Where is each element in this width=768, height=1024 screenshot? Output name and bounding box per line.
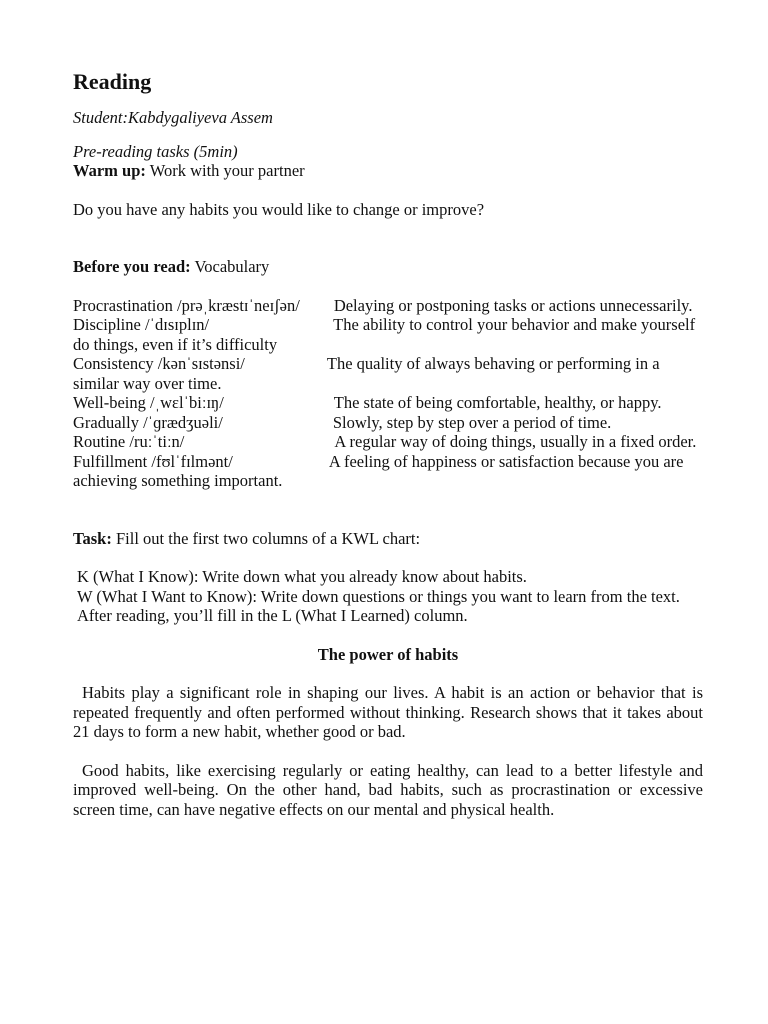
warm-up-question: Do you have any habits you would like to change or improve? [73,199,485,219]
vocab-item [73,452,703,491]
warm-up-label: Warm up: [73,161,146,180]
reading-paragraph: Habits play a significant role in shaping our lives. A habit is an action or behavior that is repeated frequently and often performed without thinking. Research shows that it takes about 21 days to form a new habit, whether good or bad. [73,683,703,741]
warm-up-text: Work with your partner [145,161,305,180]
vocab-definition: Delaying or postponing tasks or actions unnecessarily. [333,295,693,315]
reading-paragraph: Good habits, like exercising regularly or eating healthy, can lead to a better lifestyle and improved well-being. On the other hand, bad habits, such as procrastination or excessive screen time, can have negative effects on our mental and physical health. [73,760,703,819]
vocab-term: Fulfillment /fʊlˈfɪlmənt/ [73,451,233,471]
kwl-item: After reading, you’ll fill in the L (What I Learned) column. [77,606,468,625]
vocab-item [73,413,703,433]
vocab-term: Consistency /kənˈsɪstənsi/ [73,354,245,373]
vocabulary-list [73,296,703,491]
task-label: Task: [73,528,112,548]
vocab-item [73,315,703,354]
reading-title: The power of habits [317,644,459,664]
before-read-line [73,257,703,277]
vocab-term: Gradually /ˈɡrædʒuəli/ [73,412,223,432]
before-read-label: Before you read: [73,257,191,276]
kwl-instructions [73,567,703,626]
vocab-term: Routine /ruːˈtiːn/ [73,432,185,451]
vocab-definition: The ability to control your behavior and make yourself do things, even if it’s difficulty [73,315,696,354]
task-text: Fill out the first two columns of a KWL chart: [111,528,421,548]
task-line [73,529,703,549]
vocab-definition: A feeling of happiness or satisfaction because you are achieving something important. [73,451,684,490]
before-read-text: Vocabulary [190,257,270,276]
vocab-item [73,296,703,316]
student-line: Student:Kabdygaliyeva Assem [73,108,273,127]
vocab-definition: Slowly, step by step over a period of time. [332,412,612,432]
kwl-item: W (What I Want to Know): Write down questions or things you want to learn from the text. [77,586,680,606]
vocab-term: Procrastination /prəˌkræstɪˈneɪʃən/ [73,295,300,315]
warm-up-line [73,161,703,181]
kwl-item: K (What I Know): Write down what you already know about habits. [77,567,527,586]
vocab-term: Discipline /ˈdɪsɪplɪn/ [73,315,210,334]
vocab-item [73,354,703,393]
vocab-item [73,432,703,452]
vocab-definition: The state of being comfortable, healthy, or happy. [333,393,662,412]
vocab-definition: A regular way of doing things, usually in a fixed order. [334,432,697,451]
vocab-definition: The quality of always behaving or performing in a similar way over time. [73,354,660,393]
vocab-item [73,393,703,413]
document-title: Reading [73,69,152,94]
pre-reading-heading: Pre-reading tasks (5min) [73,141,238,161]
document-page [73,68,703,819]
vocab-term: Well-being /ˌwɛlˈbiːɪŋ/ [73,393,224,412]
